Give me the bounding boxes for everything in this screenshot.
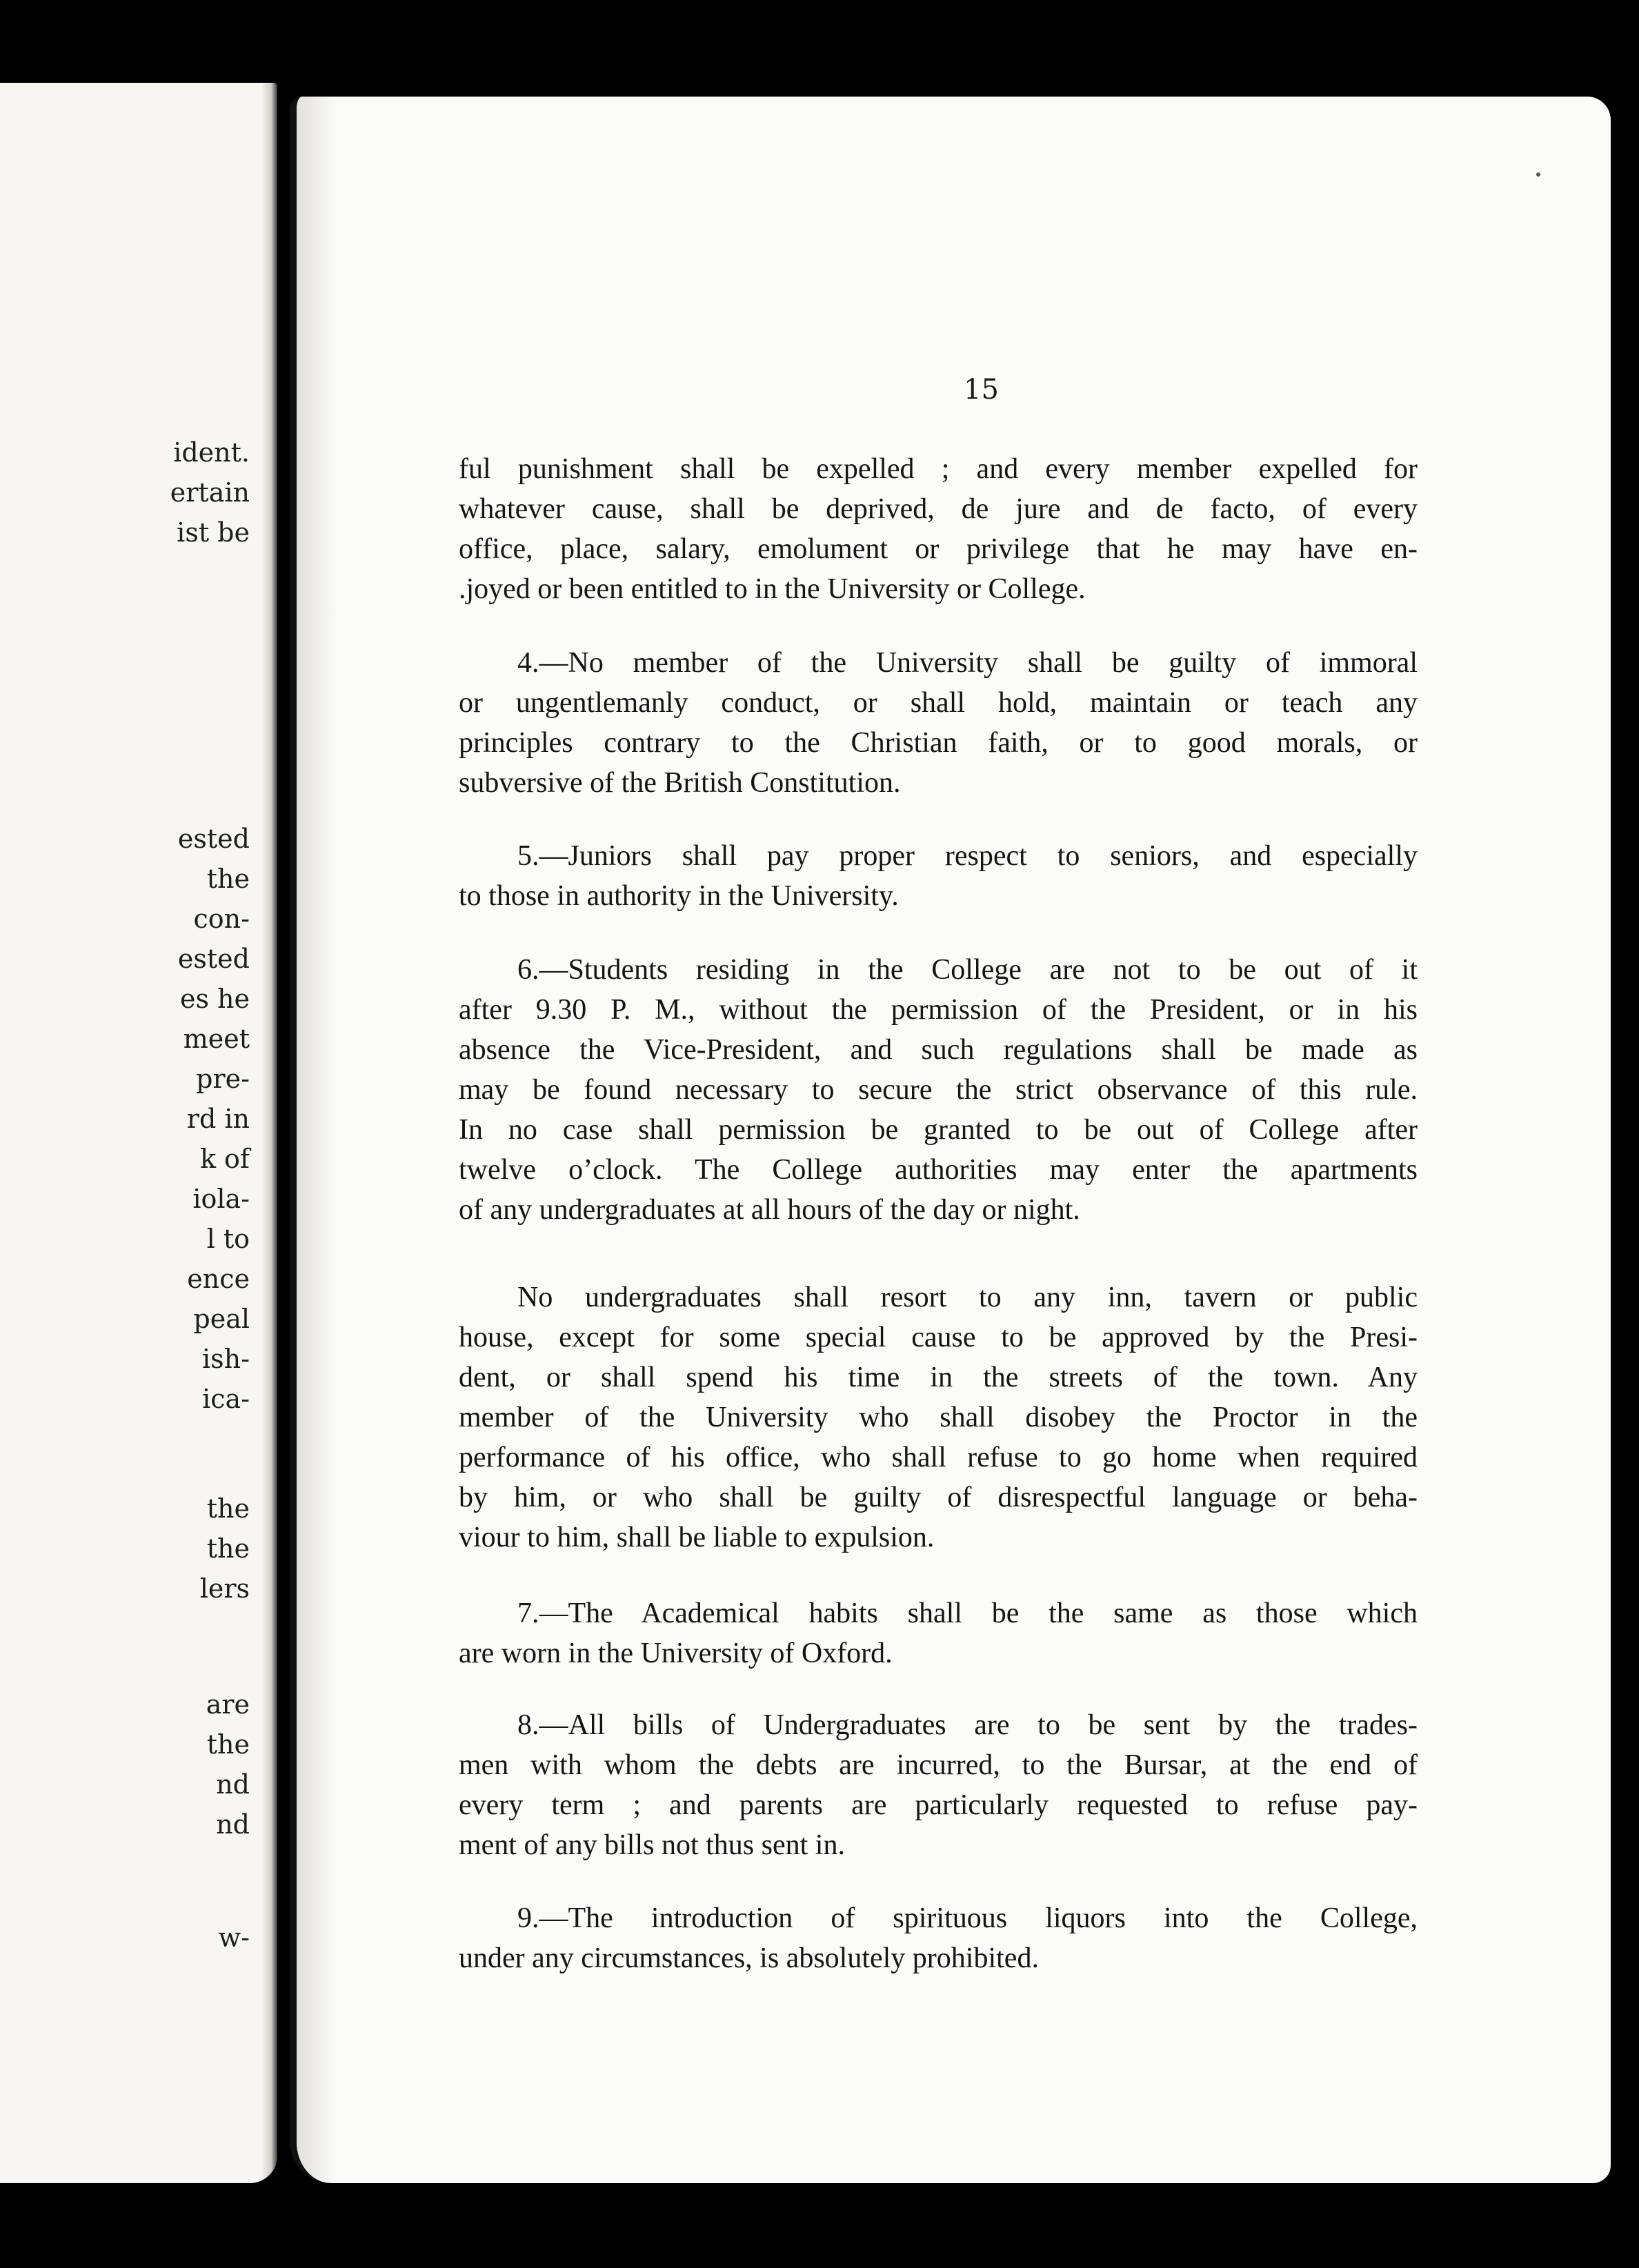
paragraph-line: viour to him, shall be liable to expulsion. [459,1522,935,1553]
left-page-line: l to [206,1224,250,1254]
paragraph-line: ment of any bills not thus sent in. [459,1829,845,1861]
page-number: 15 [964,374,999,406]
left-page-line: ence [187,1264,250,1294]
paragraph-line: performance of his office, who shall refuse to go home when required [459,1442,1418,1473]
paragraph-line: No undergraduates shall resort to any inn, tavern or public [517,1282,1418,1313]
left-page-line: the [206,1729,250,1760]
left-page-line: iola- [192,1184,250,1214]
left-page-line: ica- [202,1384,250,1414]
left-page-line: w- [218,1922,250,1953]
scan-speck [1536,172,1540,177]
left-page-line: con- [193,904,250,934]
page-fold-shadow [262,83,277,2183]
left-page-line: the [206,1533,250,1564]
left-page-line: the [206,1493,250,1524]
paragraph-line: ful punishment shall be expelled ; and every member expelled for [459,453,1418,485]
paragraph-line: under any circumstances, is absolutely prohibited. [459,1942,1039,1974]
left-page-line: lers [199,1573,250,1604]
left-facing-page [0,83,277,2183]
paragraph-line: member of the University who shall disobey the Proctor in the [459,1402,1418,1433]
paragraph-line: twelve o’clock. The College authorities may enter the apartments [459,1154,1418,1186]
paragraph-line: 7.—The Academical habits shall be the same as those which [517,1598,1418,1629]
paragraph-line: .joyed or been entitled to in the University or College. [459,573,1086,605]
left-page-line: rd in [186,1104,250,1134]
left-page-line: k of [199,1144,250,1174]
paragraph-line: 9.—The introduction of spirituous liquors into the College, [517,1902,1418,1934]
left-page-line: ish- [202,1344,250,1374]
paragraph-line: or ungentlemanly conduct, or shall hold, maintain or teach any [459,687,1418,719]
left-page-line: es he [179,984,250,1014]
paragraph-line: of any undergraduates at all hours of the day or night. [459,1194,1080,1226]
left-page-line: peal [193,1304,250,1334]
paragraph-line: house, except for some special cause to be approved by the Presi- [459,1322,1418,1353]
paragraph-line: 8.—All bills of Undergraduates are to be sent by the trades- [517,1709,1418,1741]
paragraph-line: to those in authority in the University. [459,880,899,912]
left-page-line: ident. [173,437,250,468]
paragraph-line: 5.—Juniors shall pay proper respect to seniors, and especially [517,840,1418,872]
paragraph-line: every term ; and parents are particularly requested to refuse pay- [459,1789,1418,1821]
left-page-line: the [206,864,250,894]
paragraph-line: may be found necessary to secure the strict observance of this rule. [459,1074,1418,1106]
paragraph-line: subversive of the British Constitution. [459,767,901,799]
left-page-line: ist be [177,517,250,548]
paragraph-line: principles contrary to the Christian faith, or to good morals, or [459,727,1418,759]
paragraph-line: dent, or shall spend his time in the streets of the town. Any [459,1362,1418,1393]
document-page [290,97,1611,2183]
paragraph-line: men with whom the debts are incurred, to the Bursar, at the end of [459,1749,1418,1781]
paragraph-line: In no case shall permission be granted to be out of College after [459,1114,1418,1146]
left-page-line: nd [216,1769,250,1800]
paragraph-line: are worn in the University of Oxford. [459,1638,893,1669]
paragraph-line: after 9.30 P. M., without the permission of the President, or in his [459,994,1418,1026]
left-page-line: are [206,1689,250,1720]
page-gutter-shadow [297,97,338,2183]
paragraph-line: office, place, salary, emolument or privilege that he may have en- [459,533,1418,565]
left-page-line: meet [183,1024,250,1054]
paragraph-line: absence the Vice-President, and such regulations shall be made as [459,1034,1418,1066]
left-page-line: ested [177,824,250,854]
left-page-line: ertain [170,477,250,508]
left-page-line: ested [177,944,250,974]
paragraph-line: 6.—Students residing in the College are not to be out of it [517,954,1418,986]
left-page-line: nd [216,1809,250,1840]
paragraph-line: 4.—No member of the University shall be guilty of immoral [517,647,1418,679]
paragraph-line: whatever cause, shall be deprived, de jure and de facto, of every [459,493,1418,525]
left-page-line: pre- [196,1064,250,1094]
paragraph-line: by him, or who shall be guilty of disrespectful language or beha- [459,1482,1418,1513]
